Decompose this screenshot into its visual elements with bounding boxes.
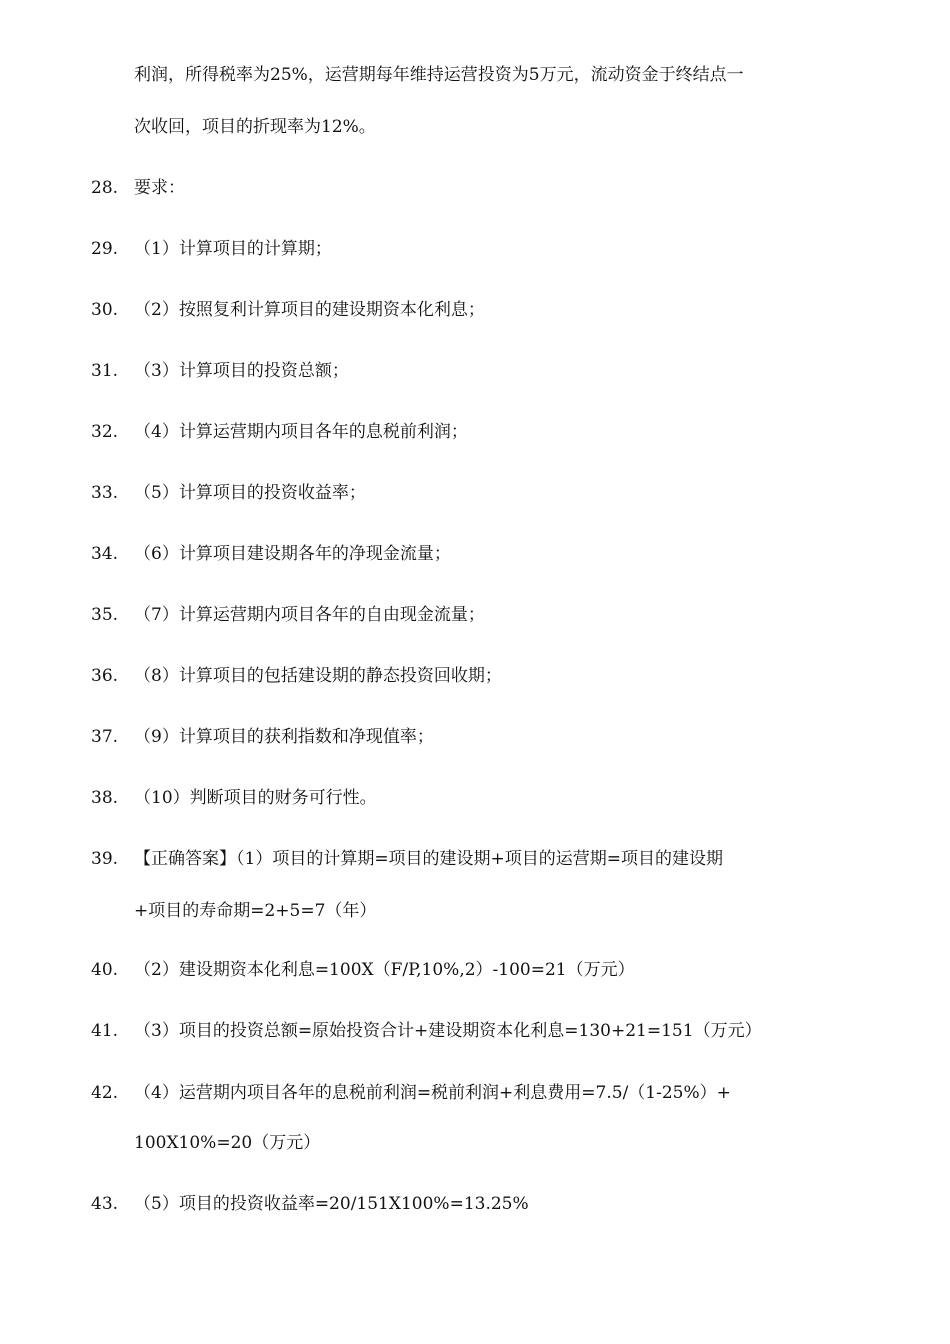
item-number: 41. bbox=[91, 1021, 119, 1041]
item-text: （5）计算项目的投资收益率； bbox=[134, 483, 366, 503]
item-number: 29. bbox=[91, 239, 119, 259]
item-number: 40. bbox=[91, 960, 119, 980]
item-text: 【正确答案】（1）项目的计算期=项目的建设期+项目的运营期=项目的建设期 bbox=[134, 849, 724, 869]
item-number: 38. bbox=[91, 788, 119, 808]
item-number: 43. bbox=[91, 1194, 119, 1214]
item-number: 35. bbox=[91, 605, 119, 625]
item-text: （9）计算项目的获利指数和净现值率； bbox=[134, 727, 434, 747]
item-text: （5）项目的投资收益率=20/151X100%=13.25% bbox=[134, 1194, 529, 1214]
item-text: +项目的寿命期=2+5=7（年） bbox=[134, 901, 377, 921]
item-number: 32. bbox=[91, 422, 119, 442]
item-number: 39. bbox=[91, 849, 119, 869]
item-text: （8）计算项目的包括建设期的静态投资回收期； bbox=[134, 666, 502, 686]
item-text: （6）计算项目建设期各年的净现金流量； bbox=[134, 544, 451, 564]
intro-line-1: 利润，所得税率为25%，运营期每年维持运营投资为5万元，流动资金于终结点一 bbox=[134, 65, 744, 85]
item-text: （1）计算项目的计算期； bbox=[134, 239, 332, 259]
item-text: （7）计算运营期内项目各年的自由现金流量； bbox=[134, 605, 485, 625]
item-number: 34. bbox=[91, 544, 119, 564]
item-number: 42. bbox=[91, 1083, 119, 1103]
item-text: （10）判断项目的财务可行性。 bbox=[134, 788, 377, 808]
item-text: （2）建设期资本化利息=100X（F/P,10%,2）-100=21（万元） bbox=[134, 960, 635, 980]
item-number: 30. bbox=[91, 300, 119, 320]
item-number: 28. bbox=[91, 178, 119, 198]
item-number: 36. bbox=[91, 666, 119, 686]
item-text: （3）计算项目的投资总额； bbox=[134, 361, 349, 381]
item-text: （4）运营期内项目各年的息税前利润=税前利润+利息费用=7.5/（1-25%）+ bbox=[134, 1083, 731, 1103]
item-number: 37. bbox=[91, 727, 119, 747]
item-number: 33. bbox=[91, 483, 119, 503]
item-text: （3）项目的投资总额=原始投资合计+建设期资本化利息=130+21=151（万元） bbox=[134, 1021, 762, 1041]
item-number: 31. bbox=[91, 361, 119, 381]
intro-line-2: 次收回，项目的折现率为12%。 bbox=[134, 117, 376, 137]
item-text: （2）按照复利计算项目的建设期资本化利息； bbox=[134, 300, 485, 320]
item-text: 要求： bbox=[134, 178, 185, 198]
item-text: （4）计算运营期内项目各年的息税前利润； bbox=[134, 422, 468, 442]
item-text: 100X10%=20（万元） bbox=[134, 1133, 321, 1153]
